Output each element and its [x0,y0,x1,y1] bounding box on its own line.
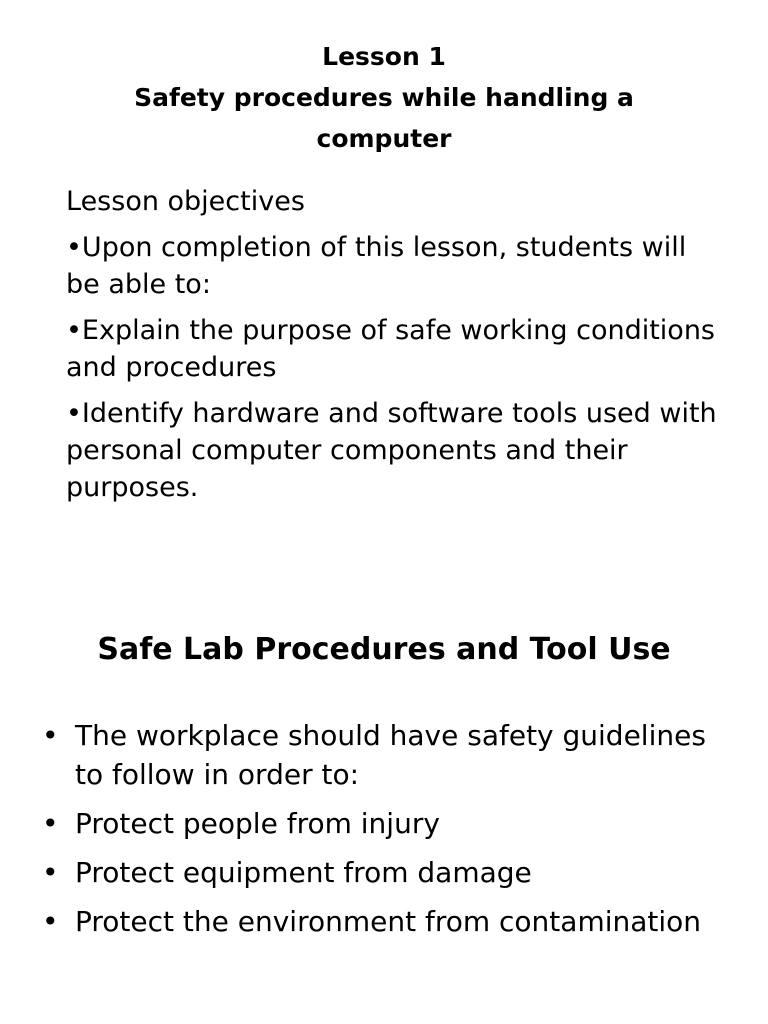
list-item-text: The workplace should have safety guidelines to follow in order to: [75,719,706,791]
bullet-icon: • [42,719,59,752]
bullet-icon: • [42,807,59,840]
objective-item: •Identify hardware and software tools used with personal computer components and their purposes. [66,398,717,503]
list-item [42,716,742,794]
list-item [42,902,742,941]
objective-item: •Explain the purpose of safe working conditions and procedures [66,315,716,383]
objective-item: •Upon completion of this lesson, students will be able to: [66,232,687,300]
lesson-objectives [66,183,726,515]
list-item-text: Protect equipment from damage [75,856,532,889]
list-item-text: Protect the environment from contamination [75,905,702,938]
list-item-text: Protect people from injury [75,807,440,840]
lesson-title [0,36,768,159]
lesson-title-line: Lesson 1 [322,42,446,71]
lesson-title-line: computer [316,124,452,153]
list-item [42,804,742,843]
section-title: Safe Lab Procedures and Tool Use [97,632,671,667]
lesson-title-line: Safety procedures while handling a [134,83,634,112]
bullet-icon: • [42,856,59,889]
list-item [42,853,742,892]
bullet-icon: • [42,905,59,938]
safety-guidelines-list [42,716,742,951]
objectives-heading: Lesson objectives [66,186,305,217]
